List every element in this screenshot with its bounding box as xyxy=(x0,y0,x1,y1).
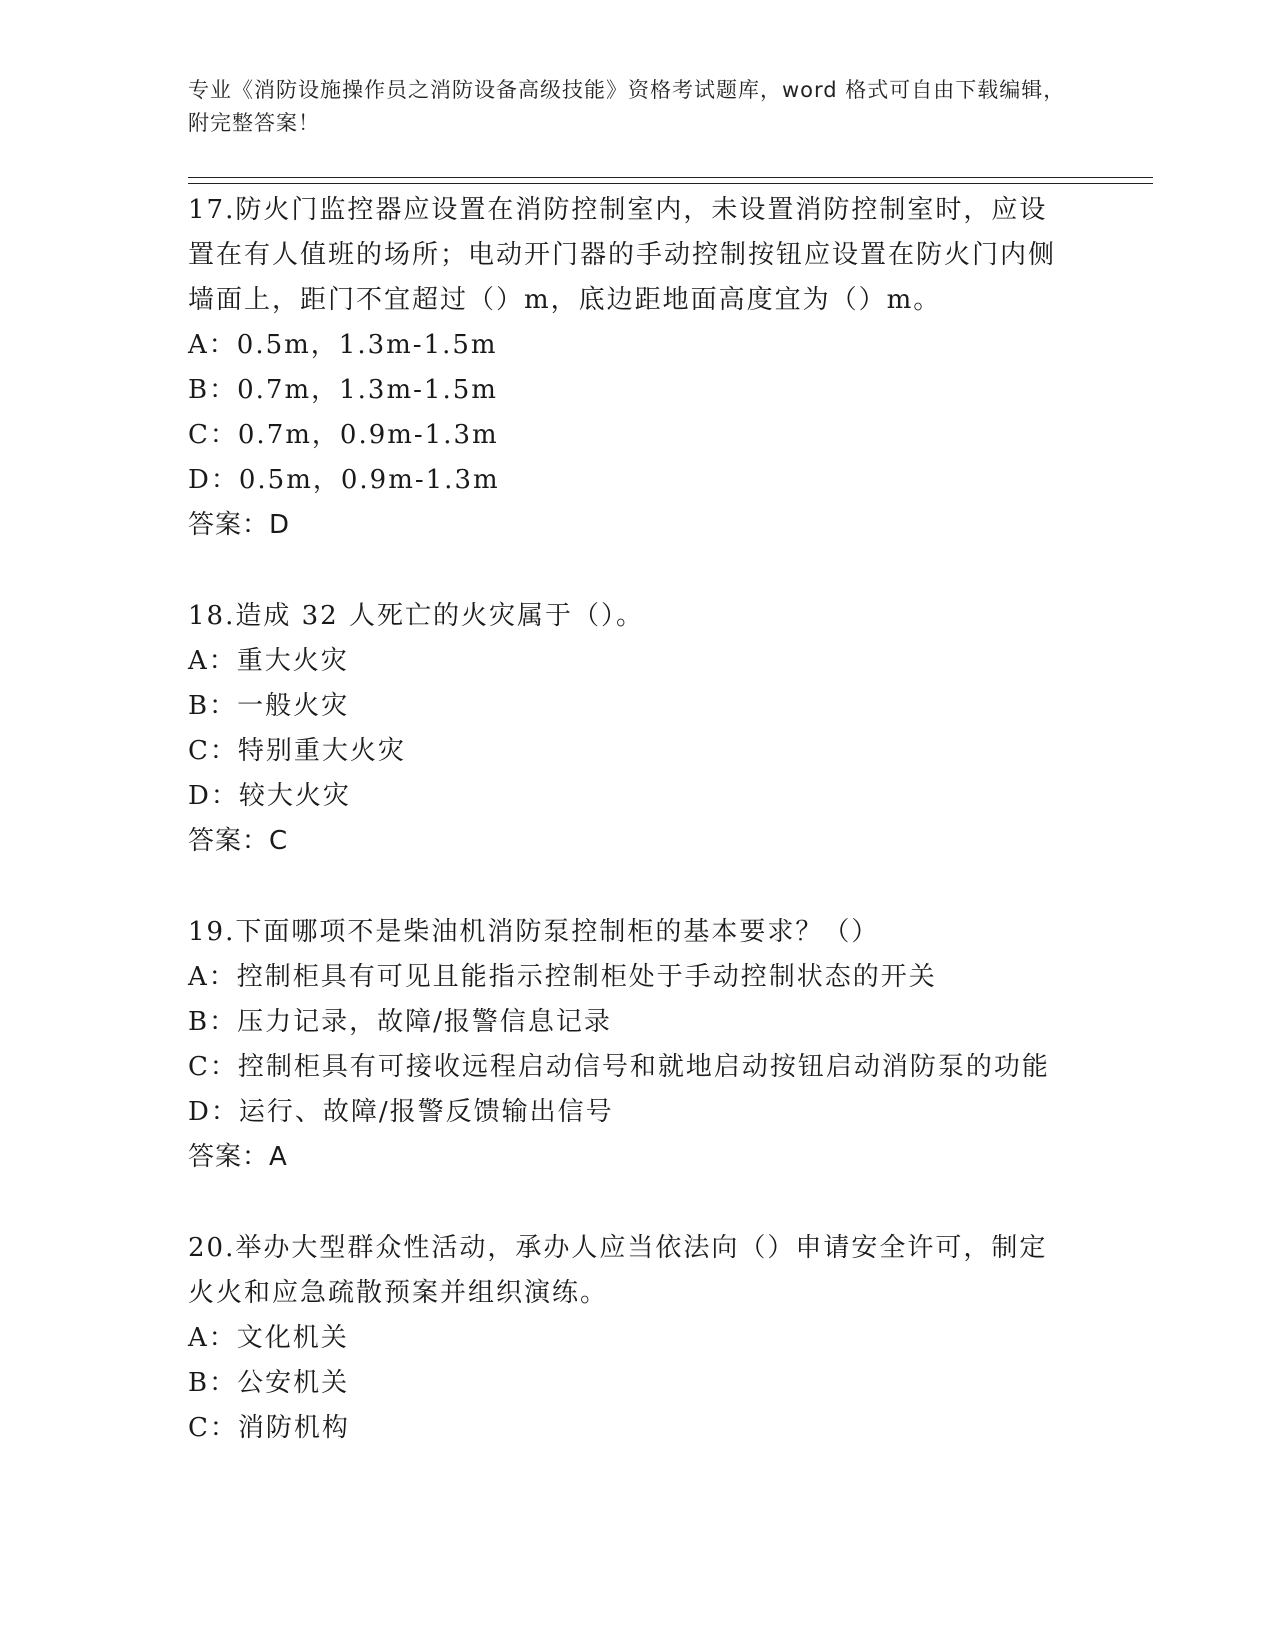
option-b: B：0.7m，1.3m-1.5m xyxy=(188,375,498,405)
option-c: C：特别重大火灾 xyxy=(188,736,406,766)
answer: 答案：D xyxy=(188,510,291,540)
question-20 xyxy=(188,1226,1068,1451)
option-c: C：消防机构 xyxy=(188,1413,350,1443)
question-list xyxy=(188,188,1068,1497)
document-header: 专业《消防设施操作员之消防设备高级技能》资格考试题库，word 格式可自由下载编辑，附完整答案！ xyxy=(188,78,1066,135)
option-b: B：公安机关 xyxy=(188,1368,350,1398)
option-a: A：文化机关 xyxy=(188,1323,349,1353)
question-stem: 18.造成 32 人死亡的火灾属于（）。 xyxy=(188,601,644,631)
option-d: D：运行、故障/报警反馈输出信号 xyxy=(188,1097,614,1127)
header-divider-bottom xyxy=(188,183,1153,184)
option-d: D：0.5m，0.9m-1.3m xyxy=(188,465,500,495)
option-b: B：压力记录，故障/报警信息记录 xyxy=(188,1007,612,1037)
option-b: B：一般火灾 xyxy=(188,691,350,721)
option-a: A：控制柜具有可见且能指示控制柜处于手动控制状态的开关 xyxy=(188,962,937,992)
question-stem: 19.下面哪项不是柴油机消防泵控制柜的基本要求？（） xyxy=(188,917,880,947)
answer: 答案：C xyxy=(188,826,289,856)
question-stem: 20.举办大型群众性活动，承办人应当依法向（）申请安全许可，制定火火和应急疏散预案并组织演练。 xyxy=(188,1233,1048,1308)
question-17 xyxy=(188,188,1068,548)
answer: 答案：A xyxy=(188,1142,288,1172)
question-18 xyxy=(188,594,1068,864)
option-d: D：较大火灾 xyxy=(188,781,351,811)
option-c: C：0.7m，0.9m-1.3m xyxy=(188,420,499,450)
option-a: A：重大火灾 xyxy=(188,646,349,676)
option-a: A：0.5m，1.3m-1.5m xyxy=(188,330,498,360)
question-stem: 17.防火门监控器应设置在消防控制室内，未设置消防控制室时，应设置在有人值班的场所；电动开门器的手动控制按钮应设置在防火门内侧墙面上，距门不宜超过（）m，底边距地面高度宜为（）m。 xyxy=(188,195,1057,315)
header-divider-top xyxy=(188,177,1153,178)
question-19 xyxy=(188,910,1068,1180)
option-c: C：控制柜具有可接收远程启动信号和就地启动按钮启动消防泵的功能 xyxy=(188,1052,1050,1082)
